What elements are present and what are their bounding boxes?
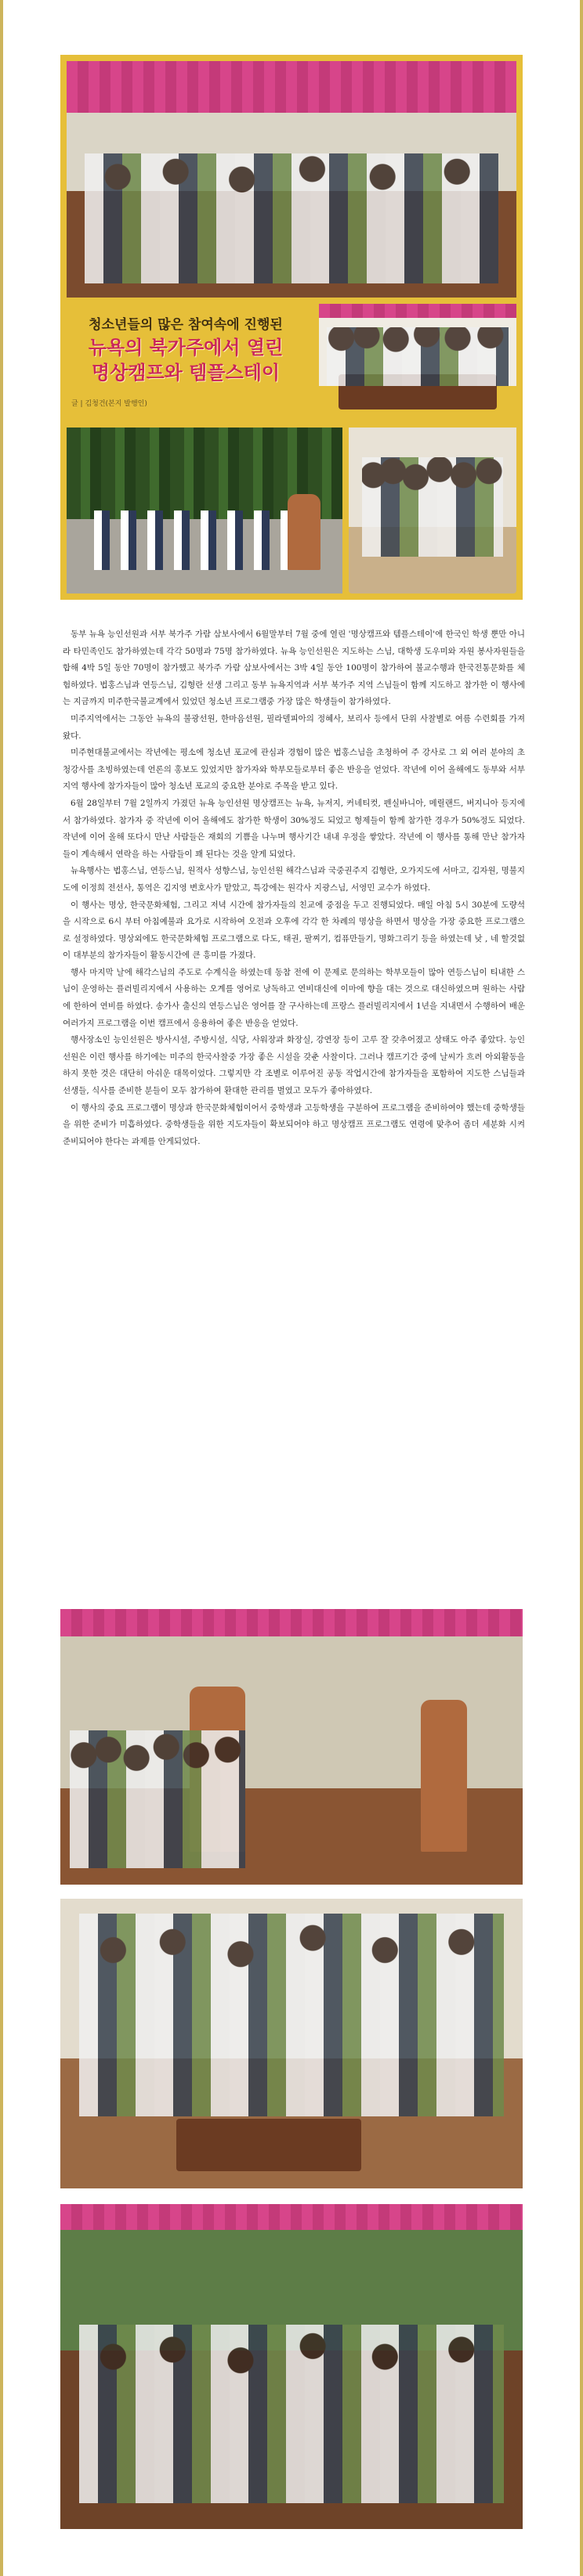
- article-paragraph: 행사 마지막 날에 해각스님의 주도로 수계식을 하였는데 동참 전에 이 문제로 문의하는 학부모들이 많아 연등스님이 티내한 스님이 운영하는 플러빌리지에서 사용하는 오계를 영어로 낭독하고 연비대신에 이마에 향을 대는 것으로 대신하였으며 원하는 사람에 한하여 연비를 하였다. 송가사 출신의 연등스님은 영어를 잘 구사하는데 프랑스 플러빌리지에서 1년을 지내면서 수행하여 배운 여러가지 프로그램을 이번 캠프에서 응용하여 좋은 반응을 얻었다.: [63, 967, 525, 1028]
- article-byline: 글 | 김청건(본지 발행인): [71, 400, 147, 408]
- hero-photo-walking-meditation: [67, 428, 342, 593]
- left-border-stripe: [0, 0, 3, 2576]
- article-title: [60, 335, 311, 385]
- article-title-line2: 명상캠프와 템플스테이: [91, 362, 281, 384]
- article-title-box: [60, 304, 311, 421]
- hero-photo-group-hall: [67, 61, 516, 298]
- article-paragraph: 뉴욕행사는 법홍스님, 연등스님, 원적사 성향스님, 능인선원 해각스님과 국중권주지 김형란, 오가지도에 서마고, 김자원, 명불지도에 이정희 전선사, 통역은 김지영 변호사가 맡았고, 특강에는 원각사 지광스님, 서영민 교수가 하였다.: [63, 866, 525, 893]
- hero-photo-tea-table: [319, 304, 516, 421]
- article-paragraph: 6월 28일부터 7월 2일까지 가졌던 뉴욕 능인선원 명상캠프는 뉴욕, 뉴저지, 커네티컷, 펜실바니아, 메릴랜드, 버지니아 등지에서 참가하였다. 참가자 중 작년에 이어 올해에도 참가한 학생이 30%정도 되었고 형제들이 함께 참가한 경우가 50%정도 되었다. 작년에 이어 올해 또다시 만난 사람들은 재회의 기쁨을 나누며 행사기간 내내 우정을 쌓았다. 작년에 이 행사를 통해 만난 참가자들이 계속해서 연락을 하는 사람들이 꽤 된다는 것을 알게 되었다.: [63, 798, 525, 859]
- article-paragraph: 행사장소인 능인선원은 방사시설, 주방시설, 식당, 사워장과 화장실, 강연장 등이 고루 잘 갖추어졌고 상태도 아주 좋았다. 능인선원은 이런 행사를 하기에는 미주의 한국사찰중 가장 좋은 시설을 갖춘 사찰이다. 그러나 캠프기간 중에 날씨가 흐려 아외활동을 하지 못한 것은 대단히 아쉬운 대목이었다. 그렇지만 각 조별로 이루어진 공동 작업시간에 참가자들을 포함하여 지도한 스님들과 선생들, 식사를 준비한 분들이 모두 참가하여 환대한 관리를 벌였고 모두가 좋아하였다.: [63, 1035, 525, 1096]
- hero-collage: [60, 55, 523, 600]
- article-title-line1: 뉴욕의 북가주에서 열린: [88, 337, 284, 359]
- right-border-stripe: [580, 0, 583, 2576]
- photo-ceremony: [60, 1609, 523, 1885]
- article-paragraph: 미주현대불교에서는 작년에는 평소에 청소년 포교에 관심과 경험이 많은 법홍스님을 초청하여 주 강사로 그 외 여러 분야의 초청강사를 초빙하였는데 언론의 홍보도 있었지만 참가자와 학부모들로부터 좋은 반응을 얻었다. 작년에 이어 올해에도 동부와 서부지역 행사에 참가자들이 많아 청소년 포교의 중요한 분야로 주목을 받고 있다.: [63, 748, 525, 792]
- article-body: [63, 626, 525, 1150]
- article-paragraph: 이 행사는 명상, 한국문화체험, 그리고 저녁 시간에 참가자들의 친교에 중점을 두고 진행되었다. 매일 아침 5시 30분에 도량석을 시작으로 6시 부터 아침예불과 요가로 시작하여 오전과 오후에 각각 한 차례의 명상을 하면서 명상을 가장 중요한 프로그램으로 설정하였다. 명상외에도 한국문화체험 프로그램으로 다도, 태권, 팔찌기, 컴퓨만들기, 명화그리기 등을 하였는데 낮 , 네 할것없이 대부분의 참가자들이 활동시간에 큰 흥미를 가졌다.: [63, 900, 525, 961]
- article-paragraph: 미주지역에서는 그동안 뉴욕의 불광선원, 한마음선원, 필라델피아의 정혜사, 보리사 등에서 단위 사찰별로 여름 수련회를 가져왔다.: [63, 713, 525, 741]
- photo-meditation-hall: [60, 2204, 523, 2529]
- article-subtitle: 청소년들의 많은 참여속에 진행된: [89, 317, 283, 333]
- hero-photo-craft-activity: [349, 428, 516, 593]
- photo-tea-ceremony: [60, 1899, 523, 2188]
- article-paragraph: 이 행사의 중요 프로그램이 명상과 한국문화체험이어서 중학생과 고등학생을 구분하여 프로그램을 준비하여야 했는데 중학생들을 위한 준비가 미흡하였다. 중학생들을 위한 지도자들이 확보되어야 하고 명상캠프 프로그램도 연령에 맞추어 좀더 세분화 시켜 준비되어야 한다는 과제를 안게되었다.: [63, 1102, 525, 1146]
- article-paragraph: 동부 뉴욕 능인선원과 서부 북가주 가람 삼보사에서 6월말부터 7월 중에 열린 '명상캠프와 템플스테이'에 한국인 학생 뿐만 아니라 타민족인도 참가하였는데 각각 50명과 75명 참가하였다. 뉴욕 능인선원은 지도하는 스님, 대학생 도우미와 자원 봉사자원들을 합해 4박 5일 동안 70명이 참가했고 북가주 가람 삼보사에서는 3박 4일 동안 100명이 참가하여 불교수행과 한국전통문화를 체험하였다. 법홍스님과 연등스님, 김형란 선생 그리고 동부 뉴욕지역과 서부 북가주 지역 스님들이 함께 지도하고 참가한 이 행사에는 지금까지 미주한국불교계에서 있었던 청소년 프로그램중 가장 많은 학생들이 참가하였다.: [63, 630, 525, 707]
